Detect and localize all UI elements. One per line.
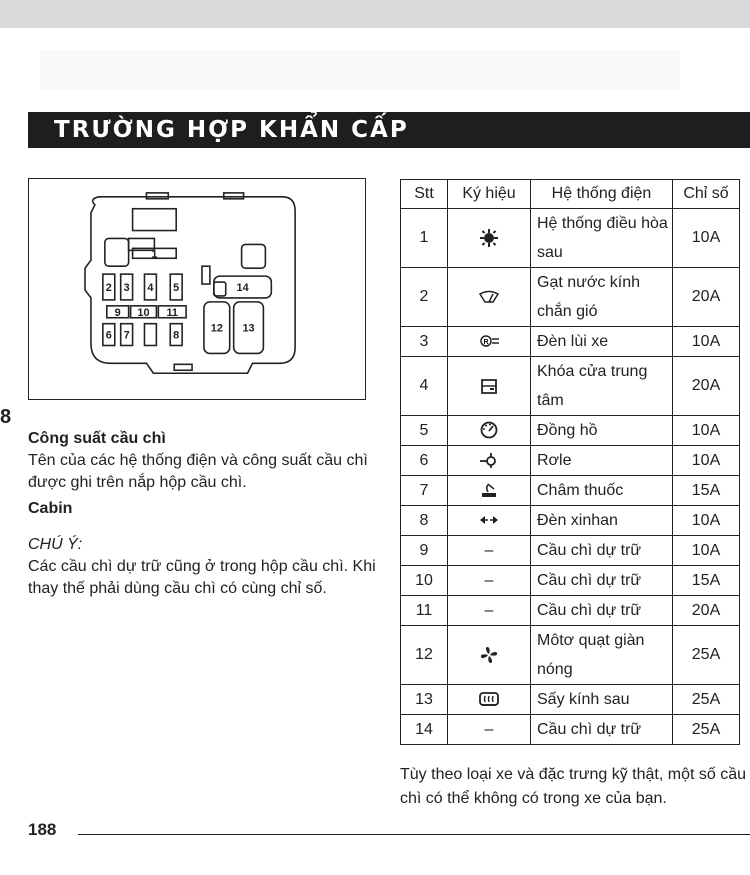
header-stt: Stt bbox=[401, 180, 448, 209]
fuse-rating: 20A bbox=[673, 268, 740, 327]
electrical-system: Cầu chì dự trữ bbox=[531, 566, 673, 596]
page-number: 188 bbox=[28, 820, 57, 839]
capacity-body: Tên của các hệ thống điện và công suất cầu chì được ghi trên nắp hộp cầu chì. bbox=[28, 452, 368, 491]
electrical-system: Đồng hồ bbox=[531, 416, 673, 446]
electrical-system: Sấy kính sau bbox=[531, 685, 673, 715]
fuse-rating: 25A bbox=[673, 685, 740, 715]
footer-rule bbox=[78, 834, 750, 835]
fuse-number: 6 bbox=[401, 446, 448, 476]
note-body: Các cầu chì dự trữ cũng ở trong hộp cầu chì. Khi thay thế phải dùng cầu chì có cùng chỉ số. bbox=[28, 558, 376, 597]
fuse-box-diagram bbox=[28, 178, 366, 400]
cigarette-lighter-icon bbox=[448, 476, 531, 506]
fuse-slot-label: 9 bbox=[114, 306, 121, 319]
table-row bbox=[401, 416, 740, 446]
fuse-number: 4 bbox=[401, 357, 448, 416]
chapter-marker: 8 bbox=[0, 406, 12, 428]
table-row bbox=[401, 357, 740, 416]
section-title: TRƯỜNG HỢP KHẨN CẤP bbox=[54, 117, 409, 143]
electrical-system: Khóa cửa trung tâm bbox=[531, 357, 673, 416]
fuse-rating: 20A bbox=[673, 596, 740, 626]
fuse-rating: 20A bbox=[673, 357, 740, 416]
reverse-light-icon bbox=[448, 327, 531, 357]
fuse-slot-label: 11 bbox=[166, 306, 178, 319]
fuse-rating: 15A bbox=[673, 566, 740, 596]
rear-defogger-icon bbox=[448, 685, 531, 715]
table-row bbox=[401, 566, 740, 596]
table-row bbox=[401, 506, 740, 536]
table-row bbox=[401, 446, 740, 476]
table-row bbox=[401, 596, 740, 626]
wiper-icon bbox=[448, 268, 531, 327]
fuse-number: 11 bbox=[401, 596, 448, 626]
electrical-system: Đèn xinhan bbox=[531, 506, 673, 536]
fuse-number: 7 bbox=[401, 476, 448, 506]
table-row bbox=[401, 715, 740, 745]
dash-symbol: – bbox=[448, 536, 531, 566]
fuse-rating: 10A bbox=[673, 209, 740, 268]
electrical-system: Cầu chì dự trữ bbox=[531, 536, 673, 566]
fuse-slot-label: 4 bbox=[147, 281, 154, 294]
section-banner bbox=[28, 112, 750, 148]
fuse-rating: 15A bbox=[673, 476, 740, 506]
fuse-slot-label: 12 bbox=[210, 322, 223, 335]
fuse-table bbox=[400, 179, 740, 745]
header-rating: Chỉ số bbox=[673, 180, 740, 209]
fuse-number: 9 bbox=[401, 536, 448, 566]
fuse-slot-label: 14 bbox=[236, 281, 249, 294]
fuse-slot-label: 13 bbox=[242, 322, 255, 335]
cabin-heading: Cabin bbox=[28, 500, 73, 517]
table-row bbox=[401, 536, 740, 566]
fuse-rating: 25A bbox=[673, 715, 740, 745]
fuse-rating: 10A bbox=[673, 327, 740, 357]
electrical-system: Môtơ quạt giàn nóng bbox=[531, 626, 673, 685]
electrical-system: Hệ thống điều hòa sau bbox=[531, 209, 673, 268]
fuse-number: 8 bbox=[401, 506, 448, 536]
gauge-icon bbox=[448, 416, 531, 446]
bleed-through bbox=[40, 50, 680, 90]
fuse-number: 14 bbox=[401, 715, 448, 745]
fuse-slot-label: 1 bbox=[151, 248, 158, 261]
fuse-slot-label: 6 bbox=[105, 329, 112, 342]
turn-signal-icon bbox=[448, 506, 531, 536]
electrical-system: Châm thuốc bbox=[531, 476, 673, 506]
capacity-heading: Công suất cầu chì bbox=[28, 430, 166, 447]
fuse-rating: 10A bbox=[673, 416, 740, 446]
fuse-number: 10 bbox=[401, 566, 448, 596]
table-row bbox=[401, 626, 740, 685]
fuse-number: 1 bbox=[401, 209, 448, 268]
fuse-slot-label: 5 bbox=[173, 281, 180, 294]
door-lock-icon bbox=[448, 357, 531, 416]
table-row bbox=[401, 685, 740, 715]
note-label: CHÚ Ý: bbox=[28, 536, 83, 553]
electrical-system: Đèn lùi xe bbox=[531, 327, 673, 357]
relay-icon bbox=[448, 446, 531, 476]
dash-symbol: – bbox=[448, 566, 531, 596]
header-symbol: Ký hiệu bbox=[448, 180, 531, 209]
fuse-slot-empty bbox=[144, 324, 156, 346]
fuse-rating: 25A bbox=[673, 626, 740, 685]
fuse-number: 12 bbox=[401, 626, 448, 685]
fuse-number: 13 bbox=[401, 685, 448, 715]
dash-symbol: – bbox=[448, 715, 531, 745]
fan-icon bbox=[448, 626, 531, 685]
table-row bbox=[401, 476, 740, 506]
fuse-number: 5 bbox=[401, 416, 448, 446]
relay-small bbox=[105, 238, 129, 266]
fuse-slot-label: 10 bbox=[137, 306, 150, 319]
table-row bbox=[401, 268, 740, 327]
rear-ac-icon bbox=[448, 209, 531, 268]
fuse-slot-label: 7 bbox=[123, 329, 130, 342]
relay-block bbox=[133, 209, 177, 231]
fuse-number: 3 bbox=[401, 327, 448, 357]
footnote: Tùy theo loại xe và đặc trưng kỹ thật, một số cầu chì có thể không có trong xe của bạn. bbox=[400, 766, 746, 807]
svg-text:R: R bbox=[483, 339, 489, 347]
table-row bbox=[401, 209, 740, 268]
table-header-row bbox=[401, 180, 740, 209]
fuse-slot-label: 8 bbox=[173, 329, 180, 342]
table-row bbox=[401, 327, 740, 357]
fuse-box-drawing bbox=[29, 179, 365, 399]
fuse-rating: 10A bbox=[673, 536, 740, 566]
fuse-slot-label: 3 bbox=[123, 281, 130, 294]
fuse-slot-label: 2 bbox=[105, 281, 112, 294]
electrical-system: Gạt nước kính chắn gió bbox=[531, 268, 673, 327]
dash-symbol: – bbox=[448, 596, 531, 626]
left-column bbox=[28, 428, 378, 600]
fuse-number: 2 bbox=[401, 268, 448, 327]
electrical-system: Rơle bbox=[531, 446, 673, 476]
top-band bbox=[0, 0, 750, 28]
header-system: Hệ thống điện bbox=[531, 180, 673, 209]
electrical-system: Cầu chì dự trữ bbox=[531, 715, 673, 745]
fuse-rating: 10A bbox=[673, 506, 740, 536]
fuse-rating: 10A bbox=[673, 446, 740, 476]
electrical-system: Cầu chì dự trữ bbox=[531, 596, 673, 626]
